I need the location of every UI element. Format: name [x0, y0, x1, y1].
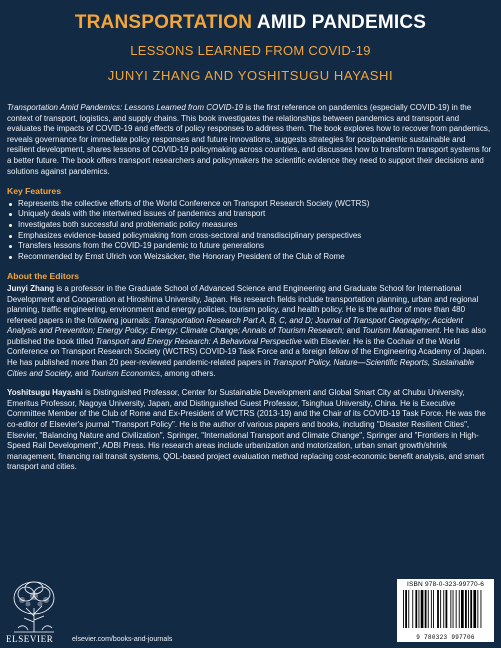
barcode-bar: [419, 590, 420, 628]
barcode-bar: [450, 590, 451, 628]
barcode-bars: [401, 590, 490, 630]
barcode-bar: [468, 590, 469, 628]
barcode-bar: [412, 590, 413, 628]
bio-text: , among others.: [159, 368, 216, 378]
barcode-bar: [459, 590, 460, 628]
features-list: [7, 199, 494, 263]
barcode-bar: [405, 590, 407, 628]
feature-item: Recommended by Ernst Ulrich von Weizsäcker, the Honorary President of the Club of Rome: [7, 252, 494, 263]
back-cover-text: [7, 103, 494, 473]
feature-item: Emphasizes evidence-based policymaking from cross-sectoral and transdisciplinary perspectives: [7, 231, 494, 242]
bio-text: with Elsevier. He is the Cochair of the World Conference on Transport Research Society (WCTRS) COVID-19 Task Force and a foreign fellow of the Engineering Academy of Japan. He has published more than 20 peer-reviewed pandemic-related papers in: [7, 336, 487, 368]
feature-item: Transfers lessons from the COVID-19 pandemic to future generations: [7, 241, 494, 252]
barcode-bar: [461, 590, 464, 628]
bio-text: . He has also published the book titled: [7, 326, 486, 346]
barcode-bar: [428, 590, 429, 628]
intro-book-title: Transportation Amid Pandemics: Lessons Learned from COVID-19: [7, 103, 244, 112]
bio-italic: Transport Policy, Nature—Scientific Reports, Sustainable Cities and Society,: [7, 358, 475, 378]
barcode-bar: [481, 590, 482, 628]
barcode-bar: [453, 590, 454, 628]
editors-heading: About the Editors: [7, 271, 80, 282]
bio-italic: Transport and Energy Research: A Behavioral Perspective: [95, 336, 302, 346]
barcode-bar: [415, 590, 417, 628]
editor-zhang-name: Junyi Zhang: [7, 283, 55, 293]
barcode-bar: [437, 590, 439, 628]
intro-text: is the first reference on pandemics (especially COVID-19) in the context of transport, logistics, and supply chains. This book investigates the relationships between pandemics and transport and evaluates the impacts of COVID-19 and effects of policy responses to address them. The book explores how to recover from pandemics, reveals governance for immediate policy responses and future innovations, suggests strategies for postpandemic sustainable and resilient development, shares lessons of COVID-19 policymaking across countries, and discusses how to transform transport systems for a better future. The book offers transport researchers and policymakers the scientific evidence they need to support their decisions and solutions against pandemics.: [7, 103, 492, 176]
barcode-bar: [470, 590, 472, 628]
feature-item: Investigates both successful and problematic policy measures: [7, 220, 494, 231]
intro-paragraph: [7, 103, 494, 177]
features-heading: Key Features: [7, 186, 61, 197]
book-title-rest: AMID PANDEMICS: [256, 12, 427, 33]
book-subtitle: LESSONS LEARNED FROM COVID-19: [130, 43, 371, 58]
barcode-bar: [433, 590, 434, 628]
bio-text: and: [344, 326, 363, 336]
cover-footer: [0, 570, 501, 648]
bio-italic: Tourism Economics: [90, 368, 160, 378]
editor-zhang-bio: [7, 284, 494, 379]
book-title: [0, 12, 501, 34]
barcode-bar: [465, 590, 467, 628]
bio-italic: Tourism Management: [362, 326, 440, 336]
title-block: [0, 0, 501, 83]
isbn-barcode: [397, 579, 494, 642]
editor-hayashi-name: Yoshitsugu Hayashi: [7, 388, 83, 398]
book-title-main: TRANSPORTATION: [74, 12, 253, 33]
barcode-bar: [443, 590, 444, 628]
editor-hayashi-bio: [7, 388, 494, 473]
book-authors: JUNYI ZHANG AND YOSHITSUGU HAYASHI: [107, 68, 394, 83]
publisher-url: elsevier.com/books-and-journals: [72, 636, 173, 643]
feature-item: Uniquely deals with the intertwined issues of pandemics and transport: [7, 209, 494, 220]
barcode-bar: [421, 590, 424, 628]
isbn-text: ISBN 978-0-323-99770-6: [406, 581, 485, 588]
publisher-name: ELSEVIER: [6, 634, 54, 644]
bio-italic: Transportation Research Part A, B, C, and D; Journal of Transport Geography; Accident Analysis and Prevention; Energy Policy; Energy; Climate Change; Annals of Tourism Research;: [7, 315, 463, 336]
bio-text: is Distinguished Professor, Center for Sustainable Development and Global Smart City at Chubu University, Emeritus Professor, Nagoya University, Japan, and Distinguished Guest Professor, Tsinghua University, China. He is Executive Committee Member of the Club of Rome and Ex-President of WCTRS (2013-19) and the Chair of its COVID-19 Task Force. He was the co-editor of Elsevier's journal "Transport Policy". He is the author of various papers and books, including "Disaster Resilient Cities", Elsevier, "Balancing Nature and Civilization", Springer, "International Transport and Climate Change", Springer and "Frontiers in High-Speed Rail Development", ADBI Press. His research areas include urbanization and motorization, urban smart growth/shrink management, financing rail transit systems, QOL-based project evaluation method replacing cost-economic benefit analysis, and smart transport and cities.: [7, 388, 486, 472]
bio-text: is a professor in the Graduate School of Advanced Science and Engineering and Graduate School for International Development and Cooperation at Hiroshima University, Japan. His research fields include transportation planning, urban and regional planning, traffic engineering, environment and energy policies, tourism policy, and health policy. He is the author of more than 480 refereed papers in the following journals:: [7, 283, 479, 325]
barcode-bar: [446, 590, 448, 628]
barcode-bar: [456, 590, 457, 628]
barcode-bar: [477, 590, 478, 628]
barcode-bar: [431, 590, 432, 628]
barcode-bar: [408, 590, 409, 628]
barcode-bar: [473, 590, 476, 628]
feature-item: Represents the collective efforts of the World Conference on Transport Research Society (WCTRS): [7, 199, 494, 210]
barcode-bar: [440, 590, 441, 628]
elsevier-tree-logo: [8, 578, 60, 634]
barcode-bar: [425, 590, 427, 628]
barcode-bar: [403, 590, 404, 628]
bio-text: and: [72, 368, 91, 378]
barcode-number: 9 780323 997706: [416, 634, 475, 641]
